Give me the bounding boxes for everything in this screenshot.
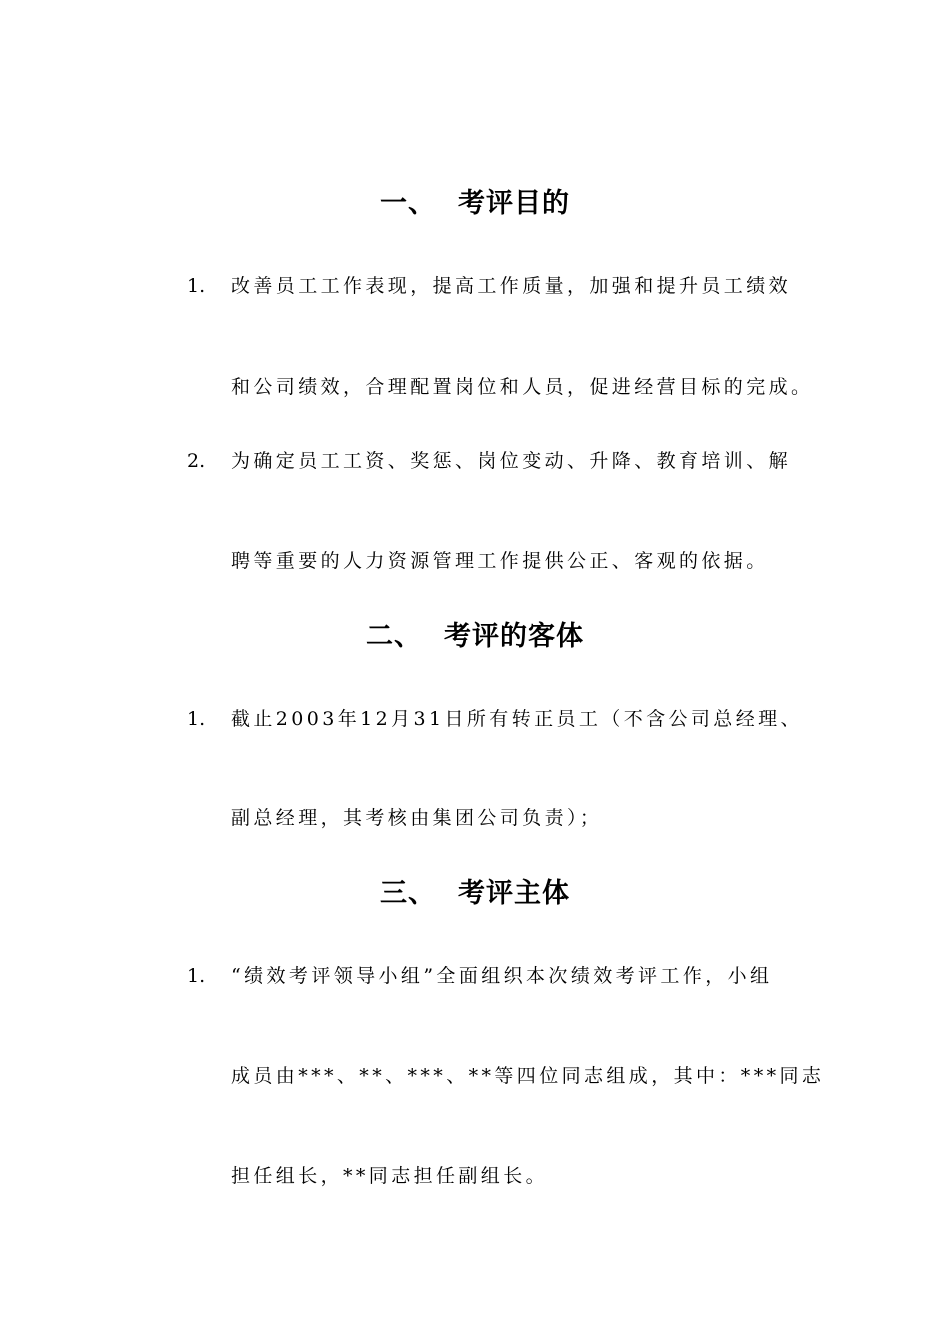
paragraph-line: 改善员工工作表现，提高工作质量，加强和提升员工绩效 <box>231 275 792 297</box>
section-heading-2 <box>0 619 950 655</box>
section-title: 考评的客体 <box>444 621 584 652</box>
section-title: 考评主体 <box>458 878 570 909</box>
paragraph-line: 和公司绩效，合理配置岗位和人员，促进经营目标的完成。 <box>231 376 814 398</box>
paragraph-line: 成员由***、**、***、**等四位同志组成，其中：***同志 <box>231 1065 825 1087</box>
paragraph-line: 截止2003年12月31日所有转正员工（不含公司总经理、 <box>231 708 803 730</box>
section-heading-1 <box>0 186 950 222</box>
section-number: 一、 <box>380 188 436 219</box>
section-heading-3 <box>0 876 950 912</box>
paragraph-line: 为确定员工工资、奖惩、岗位变动、升降、教育培训、解 <box>231 450 792 472</box>
paragraph-line: “绩效考评领导小组”全面组织本次绩效考评工作，小组 <box>231 965 773 987</box>
item-number: 1. <box>187 965 206 987</box>
paragraph-line: 聘等重要的人力资源管理工作提供公正、客观的依据。 <box>231 550 769 572</box>
item-number: 2. <box>187 450 206 472</box>
item-number: 1. <box>187 275 206 297</box>
section-number: 三、 <box>380 878 436 909</box>
paragraph-line: 担任组长，**同志担任副组长。 <box>231 1165 549 1187</box>
paragraph-line: 副总经理，其考核由集团公司负责）； <box>231 807 603 829</box>
section-number: 二、 <box>366 621 422 652</box>
section-title: 考评目的 <box>458 188 570 219</box>
item-number: 1. <box>187 708 206 730</box>
